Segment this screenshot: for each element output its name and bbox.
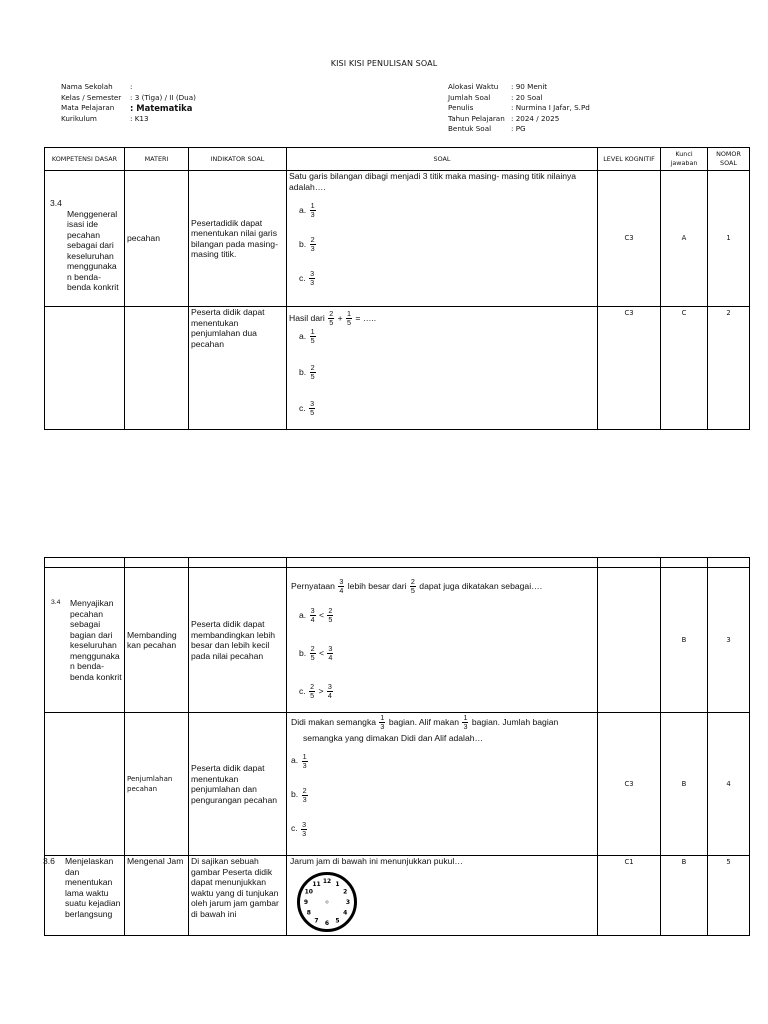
fraction (310, 607, 316, 624)
option-a (299, 328, 595, 364)
answer-key-cell: C (661, 307, 708, 430)
option-label: a. (299, 204, 307, 215)
time-allocation-row (448, 82, 590, 93)
denominator: 4 (328, 653, 333, 662)
option-label: c. (291, 823, 298, 834)
question-number-cell: 2 (708, 307, 750, 430)
table-row (45, 171, 750, 307)
kd-text: Menggeneral isasi ide pecahan sebagai dari keseluruhan menggunaka n benda-benda konkrit (67, 208, 119, 293)
school-year-value: : 2024 / 2025 (511, 113, 560, 123)
question-grid-table-1 (44, 147, 750, 430)
numerator: 2 (310, 235, 315, 244)
question-grid-table-2 (44, 557, 750, 936)
question-number-cell: 3 (708, 568, 750, 713)
denominator: 3 (302, 828, 307, 838)
denominator: 5 (410, 586, 415, 595)
denominator: 5 (329, 318, 334, 327)
fraction (310, 328, 316, 345)
school-year-row (448, 114, 590, 125)
kd-cell (45, 856, 125, 936)
indikator-cell: Pesertadidik dapat menentukan nilai garis bilangan pada masing-masing titik. (189, 171, 287, 307)
table-row (45, 713, 750, 856)
kd-number: 3.6 (43, 856, 55, 866)
option-label: a. (291, 755, 299, 766)
header-level-kognitif: LEVEL KOGNITIF (598, 148, 661, 171)
option-label: a. (299, 609, 307, 620)
denominator: 4 (310, 615, 315, 624)
soal-cell (287, 568, 598, 713)
table-row (45, 307, 750, 430)
class-semester-label: Kelas / Semester (61, 92, 122, 102)
option-b (299, 236, 595, 270)
class-semester-row (61, 93, 196, 104)
kd-block (47, 598, 122, 682)
empty-cell (598, 558, 661, 568)
level-cell: C3 (598, 713, 661, 856)
denominator: 3 (310, 278, 315, 287)
author-row (448, 103, 590, 114)
indikator-cell: Peserta didik dapat membandingkan lebih besar dan lebih kecil pada nilai pecahan (189, 568, 287, 713)
empty-cell (45, 558, 125, 568)
header-materi: MATERI (125, 148, 189, 171)
materi-cell (125, 307, 189, 430)
denominator: 5 (310, 408, 315, 417)
question-line-2: semangka yang dimakan Didi dan Alif adalah… (303, 733, 484, 743)
fraction (310, 202, 316, 219)
numerator: 3 (327, 682, 332, 691)
question-middle: bagian. Alif makan (388, 716, 460, 727)
fraction (309, 683, 315, 700)
option-c (299, 400, 595, 417)
clock-icon (296, 871, 358, 933)
options-list (289, 192, 595, 287)
option-b (291, 787, 595, 821)
question-suffix: bagian. Jumlah bagian (471, 716, 559, 727)
subject-value: : Matematika (130, 103, 193, 114)
kd-number: 3.4 (50, 198, 62, 209)
options-list (291, 744, 595, 838)
plus-sign: + (337, 312, 343, 323)
answer-key-cell: B (661, 568, 708, 713)
option-label: c. (299, 402, 306, 413)
school-info (61, 82, 196, 124)
header-indikator: INDIKATOR SOAL (189, 148, 287, 171)
question-suffix: = ….. (355, 312, 377, 323)
question-prefix: Didi makan semangka (291, 716, 377, 727)
indikator-cell: Di sajikan sebuah gambar Peserta didik dapat menunjukkan waktu yang di tunjukan oleh jarum jam gambar di bawah ini (189, 856, 287, 936)
question-prefix: Hasil dari (289, 312, 325, 323)
denominator: 5 (310, 653, 315, 662)
fraction (379, 714, 385, 731)
class-semester-value: : 3 (Tiga) / II (Dua) (130, 92, 196, 102)
numerator: 1 (302, 751, 307, 761)
school-name-value: : (130, 82, 133, 91)
numerator: 3 (328, 644, 333, 653)
fraction (327, 645, 333, 662)
kd-block (47, 198, 122, 209)
question-text (289, 310, 595, 327)
denominator: 3 (463, 722, 468, 731)
option-label: a. (299, 330, 307, 341)
denominator: 3 (302, 794, 307, 804)
question-form-value: : PG (511, 124, 526, 134)
option-a (291, 753, 595, 787)
level-cell (598, 568, 661, 713)
fraction (309, 400, 315, 417)
clock-numeral: 7 (314, 916, 319, 924)
fraction (301, 821, 307, 838)
answer-key-cell: B (661, 713, 708, 856)
question-count-value: : 20 Soal (511, 92, 543, 102)
empty-cell (661, 558, 708, 568)
soal-cell (287, 713, 598, 856)
comparison-sign: > (318, 685, 324, 696)
numerator: 1 (310, 327, 315, 336)
header-kunci-jawaban: Kunci jawaban (661, 148, 708, 171)
materi-cell (125, 713, 189, 856)
fraction (327, 607, 333, 624)
comparison-sign: < (318, 647, 324, 658)
options-list (291, 595, 595, 700)
fraction (328, 310, 334, 327)
denominator: 5 (310, 691, 315, 700)
option-c (299, 683, 595, 700)
numerator: 1 (310, 201, 315, 210)
clock-numeral: 9 (303, 898, 309, 906)
fraction (310, 236, 316, 253)
materi-cell: Mengenal Jam (125, 856, 189, 936)
question-text (291, 578, 595, 595)
empty-cell (125, 558, 189, 568)
numerator: 3 (310, 269, 315, 278)
option-label: b. (291, 789, 299, 800)
numerator: 3 (310, 399, 315, 408)
option-a (299, 607, 595, 645)
fraction (310, 364, 316, 381)
option-b (299, 364, 595, 400)
kd-cell (45, 568, 125, 713)
numerator: 2 (410, 577, 415, 586)
materi-cell: pecahan (125, 171, 189, 307)
answer-key-cell: B (661, 856, 708, 936)
numerator: 3 (310, 606, 315, 615)
clock-figure (290, 867, 595, 936)
school-name-label: Nama Sekolah (61, 82, 113, 91)
option-c (291, 821, 595, 838)
question-count-row (448, 93, 590, 104)
kd-cell (45, 171, 125, 307)
school-year-label: Tahun Pelajaran (448, 113, 505, 123)
time-allocation-label: Alokasi Waktu (448, 82, 499, 91)
document-title: KISI KISI PENULISAN SOAL (330, 59, 438, 68)
question-form-row (448, 124, 590, 135)
kd-cell (45, 713, 125, 856)
question-middle: lebih besar dari (347, 580, 407, 591)
question-form-label: Bentuk Soal (448, 124, 492, 134)
indikator-cell: Peserta didik dapat menentukan penjumlahan dan pengurangan pecahan (189, 713, 287, 856)
option-label: b. (299, 647, 307, 658)
header-kompetensi-dasar: KOMPETENSI DASAR (45, 148, 125, 171)
clock-numeral: 11 (312, 880, 321, 888)
fraction (462, 714, 468, 731)
soal-cell (287, 307, 598, 430)
fraction (410, 578, 416, 595)
numerator: 1 (347, 309, 352, 318)
clock-numeral: 4 (343, 909, 348, 917)
clock-numeral: 6 (324, 919, 330, 927)
author-value: : Nurmina I Jafar, S.Pd (511, 103, 590, 113)
numerator: 2 (310, 363, 315, 372)
denominator: 3 (310, 210, 315, 219)
numerator: 2 (310, 682, 315, 691)
question-text: Satu garis bilangan dibagi menjadi 3 titik maka masing- masing titik nilainya adalah…. (289, 171, 577, 192)
question-number-cell: 4 (708, 713, 750, 856)
kd-block (45, 856, 122, 919)
option-label: c. (299, 272, 306, 283)
school-name-row (61, 82, 196, 93)
soal-cell (287, 856, 598, 936)
denominator: 3 (302, 760, 307, 770)
header-nomor-soal: NOMOR SOAL (708, 148, 750, 171)
option-a (299, 202, 595, 236)
numerator: 2 (329, 309, 334, 318)
empty-cell (189, 558, 287, 568)
numerator: 2 (310, 644, 315, 653)
fraction (327, 683, 333, 700)
table-header-row (45, 148, 750, 171)
kd-number: 3.4 (51, 599, 61, 606)
question-count-label: Jumlah Soal (448, 92, 491, 102)
table-row (45, 568, 750, 713)
kd-text: Menjelaskan dan menentukan lama waktu suatu kejadian berlangsung (65, 856, 121, 919)
denominator: 4 (327, 691, 332, 700)
question-prefix: Pernyataan (291, 580, 335, 591)
level-cell: C1 (598, 856, 661, 936)
numerator: 2 (328, 606, 333, 615)
empty-header-row (45, 558, 750, 568)
curriculum-label: Kurikulum (61, 113, 97, 123)
kd-cell (45, 307, 125, 430)
question-text: Jarum jam di bawah ini menunjukkan pukul… (290, 856, 463, 866)
curriculum-value: : K13 (130, 113, 149, 123)
exam-info (448, 82, 590, 135)
clock-numeral: 5 (335, 916, 340, 924)
denominator: 4 (339, 586, 344, 595)
numerator: 3 (339, 577, 344, 586)
denominator: 5 (310, 336, 315, 345)
level-cell: C3 (598, 307, 661, 430)
numerator: 1 (380, 713, 385, 722)
question-number-cell: 1 (708, 171, 750, 307)
option-label: b. (299, 366, 307, 377)
clock-numeral: 12 (322, 877, 332, 885)
comparison-sign: < (318, 609, 324, 620)
option-label: c. (299, 685, 306, 696)
materi-text: Penjumlahan pecahan (127, 774, 173, 793)
option-b (299, 645, 595, 683)
answer-key-cell: A (661, 171, 708, 307)
empty-cell (708, 558, 750, 568)
empty-cell (287, 558, 598, 568)
time-allocation-value: : 90 Menit (511, 82, 548, 91)
clock-numeral: 1 (335, 880, 340, 888)
fraction (302, 787, 308, 804)
curriculum-row (61, 114, 196, 125)
level-cell: C3 (598, 171, 661, 307)
materi-cell: Membanding kan pecahan (125, 568, 189, 713)
numerator: 1 (463, 713, 468, 722)
question-number-cell: 5 (708, 856, 750, 936)
table-row (45, 856, 750, 936)
option-label: b. (299, 238, 307, 249)
question-suffix: dapat juga dikatakan sebagai…. (419, 580, 543, 591)
clock-numeral: 8 (306, 909, 311, 917)
denominator: 3 (380, 722, 385, 731)
fraction (338, 578, 344, 595)
numerator: 3 (302, 819, 307, 829)
clock-numeral: 2 (343, 888, 348, 896)
numerator: 2 (302, 785, 307, 795)
fraction (302, 753, 308, 770)
option-c (299, 270, 595, 287)
clock-numeral: 3 (345, 898, 351, 906)
options-list (289, 327, 595, 417)
header-soal: SOAL (287, 148, 598, 171)
subject-row (61, 103, 196, 114)
clock-numeral: 10 (304, 888, 313, 896)
fraction (309, 270, 315, 287)
fraction (310, 645, 316, 662)
fraction (346, 310, 352, 327)
denominator: 3 (310, 244, 315, 253)
kd-text: Menyajikan pecahan sebagai bagian dari keseluruhan menggunaka n benda-benda konkrit (70, 598, 122, 682)
soal-cell (287, 171, 598, 307)
author-label: Penulis (448, 103, 474, 113)
subject-label: Mata Pelajaran (61, 103, 115, 113)
question-text (291, 714, 595, 731)
denominator: 5 (310, 372, 315, 381)
denominator: 5 (347, 318, 352, 327)
denominator: 5 (328, 615, 333, 624)
indikator-cell: Peserta didik dapat menentukan penjumlahan dua pecahan (189, 307, 287, 430)
